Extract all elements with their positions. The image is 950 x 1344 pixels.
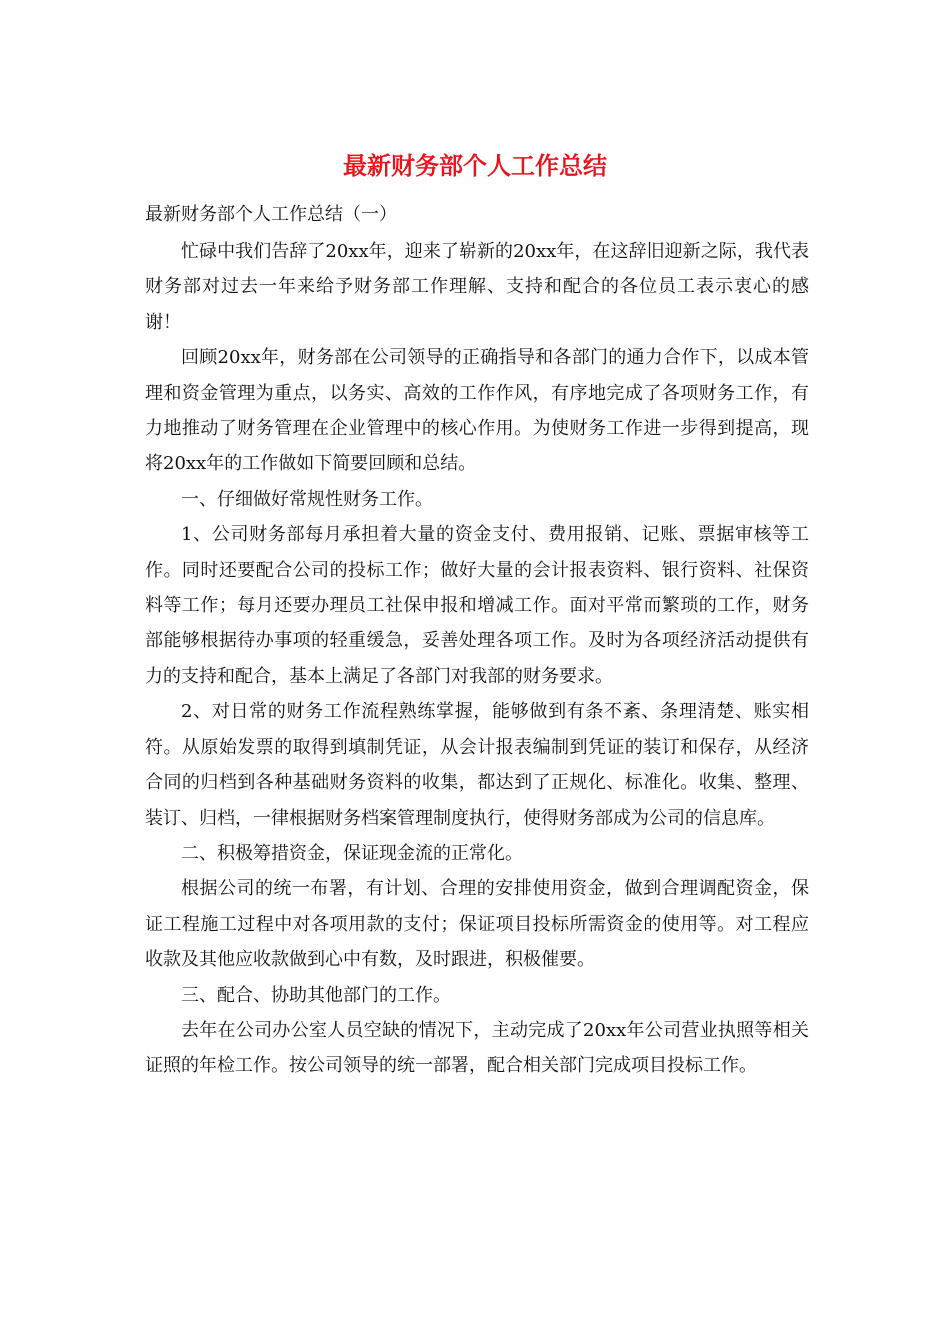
section-heading: 二、积极筹措资金，保证现金流的正常化。 <box>181 842 523 864</box>
document-subtitle: 最新财务部个人工作总结（一） <box>145 204 397 225</box>
paragraph: 2、对日常的财务工作流程熟练掌握，能够做到有条不紊、条理清楚、账实相符。从原始发票的取得到填制凭证，从会计报表编制到凭证的装订和保存，从经济合同的归档到各种基础财务资料的收集，都达到了正规化、标准化。收集、整理、装订、归档，一律根据财务档案管理制度执行，使得财务部成为公司的信息库。 <box>145 701 809 829</box>
paragraph: 去年在公司办公室人员空缺的情况下，主动完成了20xx年公司营业执照等相关证照的年检工作。按公司领导的统一部署，配合相关部门完成项目投标工作。 <box>145 1019 809 1077</box>
document-title: 最新财务部个人工作总结 <box>343 151 607 180</box>
document-body <box>145 234 809 1084</box>
paragraph: 忙碌中我们告辞了20xx年，迎来了崭新的20xx年，在这辞旧迎新之际，我代表财务部对过去一年来给予财务部工作理解、支持和配合的各位员工表示衷心的感谢！ <box>145 241 809 333</box>
paragraph: 根据公司的统一布署，有计划、合理的安排使用资金，做到合理调配资金，保证工程施工过程中对各项用款的支付；保证项目投标所需资金的使用等。对工程应收款及其他应收款做到心中有数，及时跟进，积极催要。 <box>145 878 809 971</box>
paragraph: 1、公司财务部每月承担着大量的资金支付、费用报销、记账、票据审核等工作。同时还要配合公司的投标工作；做好大量的会计报表资料、银行资料、社保资料等工作；每月还要办理员工社保申报和增减工作。面对平常而繁琐的工作，财务部能够根据待办事项的轻重缓急，妥善处理各项工作。及时为各项经济活动提供有力的支持和配合，基本上满足了各部门对我部的财务要求。 <box>145 524 809 687</box>
section-heading: 一、仔细做好常规性财务工作。 <box>181 488 433 510</box>
section-heading: 三、配合、协助其他部门的工作。 <box>181 984 451 1006</box>
paragraph: 回顾20xx年，财务部在公司领导的正确指导和各部门的通力合作下，以成本管理和资金管理为重点，以务实、高效的工作作风，有序地完成了各项财务工作，有力地推动了财务管理在企业管理中的核心作用。为使财务工作进一步得到提高，现将20xx年的工作做如下简要回顾和总结。 <box>145 347 809 475</box>
